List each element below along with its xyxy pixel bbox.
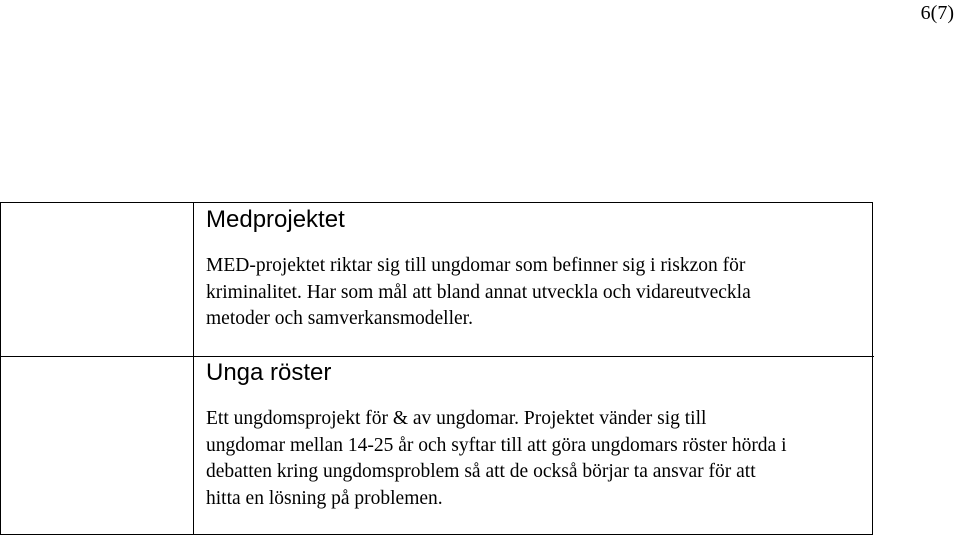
section-text-line: kriminalitet. Har som mål att bland annat utveckla och vidareutveckla: [206, 281, 751, 303]
section-text-line: Ett ungdomsprojekt för & av ungdomar. Projektet vänder sig till: [206, 408, 707, 429]
section-text-line: debatten kring ungdomsproblem så att de också börjar ta ansvar för att: [206, 461, 756, 482]
section-heading: Unga röster: [206, 359, 332, 386]
section-text-line: ungdomar mellan 14-25 år och syftar till att göra ungdomars röster hörda i: [206, 434, 787, 456]
section-text-line: metoder och samverkansmodeller.: [206, 308, 473, 329]
section-text-line: MED-projektet riktar sig till ungdomar som befinner sig i riskzon för: [206, 255, 746, 276]
section-unga-roster: [206, 359, 866, 512]
section-text-line: hitta en lösning på problemen.: [206, 487, 443, 509]
section-medprojektet: [206, 206, 866, 333]
table-column-divider: [193, 203, 194, 534]
project-table: [0, 202, 873, 535]
section-heading: Medprojektet: [206, 206, 345, 233]
table-row-divider: [1, 356, 874, 357]
page-number: 6(7): [920, 2, 954, 24]
